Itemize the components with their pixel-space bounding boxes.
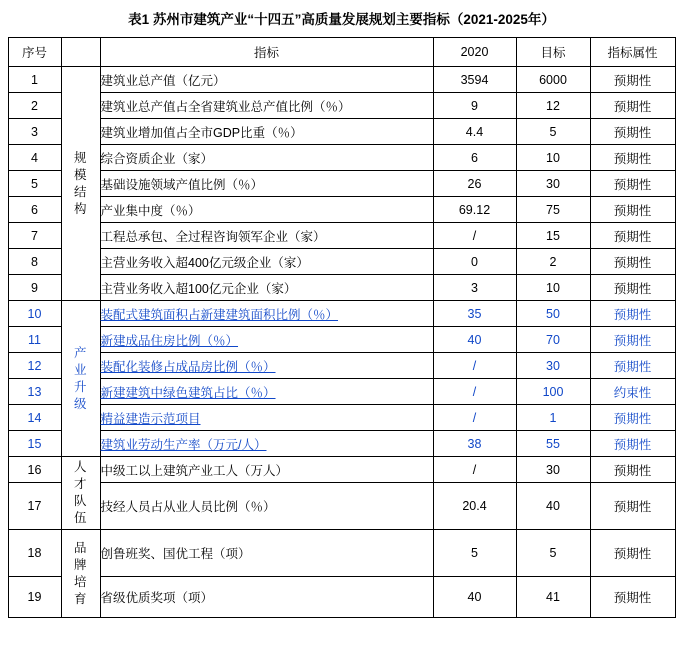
table-row — [8, 119, 675, 145]
table-row — [8, 530, 675, 577]
cell-attribute: 预期性 — [590, 93, 675, 119]
cell-2020: 6 — [433, 145, 516, 171]
header-target: 目标 — [516, 38, 590, 67]
table-row — [8, 457, 675, 483]
cell-target: 30 — [516, 457, 590, 483]
table-body — [8, 67, 675, 618]
table-row — [8, 301, 675, 327]
table-row — [8, 405, 675, 431]
group-char: 结 — [73, 184, 87, 199]
cell-seq: 19 — [8, 577, 61, 618]
cell-seq: 14 — [8, 405, 61, 431]
cell-attribute: 预期性 — [590, 119, 675, 145]
table-row — [8, 327, 675, 353]
cell-target: 12 — [516, 93, 590, 119]
cell-attribute: 预期性 — [590, 405, 675, 431]
cell-target: 40 — [516, 483, 590, 530]
cell-2020: 0 — [433, 249, 516, 275]
cell-2020: 69.12 — [433, 197, 516, 223]
group-char: 业 — [73, 362, 87, 377]
table-row — [8, 223, 675, 249]
cell-indicator: 建筑业总产值占全省建筑业总产值比例（％） — [100, 93, 433, 119]
cell-2020: 20.4 — [433, 483, 516, 530]
cell-seq: 9 — [8, 275, 61, 301]
cell-indicator: 技经人员占从业人员比例（％） — [100, 483, 433, 530]
cell-target: 70 — [516, 327, 590, 353]
page-title: 表1 苏州市建筑产业“十四五”高质量发展规划主要指标（2021-2025年） — [128, 12, 555, 27]
cell-indicator: 新建成品住房比例（％） — [100, 327, 433, 353]
cell-2020: / — [433, 457, 516, 483]
group-label-scale — [61, 67, 100, 301]
cell-indicator: 装配化装修占成品房比例（％） — [100, 353, 433, 379]
cell-attribute: 预期性 — [590, 327, 675, 353]
header-2020: 2020 — [433, 38, 516, 67]
group-char: 升 — [73, 379, 87, 394]
group-char: 才 — [73, 477, 87, 491]
cell-attribute: 预期性 — [590, 275, 675, 301]
cell-seq: 3 — [8, 119, 61, 145]
cell-indicator: 新建建筑中绿色建筑占比（％） — [100, 379, 433, 405]
cell-seq: 7 — [8, 223, 61, 249]
table-row — [8, 431, 675, 457]
cell-attribute: 预期性 — [590, 530, 675, 577]
cell-2020: 38 — [433, 431, 516, 457]
group-char: 规 — [73, 150, 87, 165]
cell-indicator: 主营业务收入超100亿元企业（家） — [100, 275, 433, 301]
group-char: 人 — [73, 460, 87, 474]
cell-seq: 4 — [8, 145, 61, 171]
cell-2020: 35 — [433, 301, 516, 327]
cell-indicator: 创鲁班奖、国优工程（项） — [100, 530, 433, 577]
group-char: 品 — [73, 540, 87, 555]
cell-target: 1 — [516, 405, 590, 431]
group-char: 构 — [73, 201, 87, 216]
cell-seq: 8 — [8, 249, 61, 275]
cell-2020: / — [433, 405, 516, 431]
cell-2020: 4.4 — [433, 119, 516, 145]
cell-target: 2 — [516, 249, 590, 275]
cell-indicator: 中级工以上建筑产业工人（万人） — [100, 457, 433, 483]
indicators-table — [8, 37, 676, 618]
cell-seq: 12 — [8, 353, 61, 379]
header-attribute: 指标属性 — [590, 38, 675, 67]
cell-attribute: 预期性 — [590, 67, 675, 93]
table-row — [8, 379, 675, 405]
cell-attribute: 预期性 — [590, 301, 675, 327]
cell-target: 50 — [516, 301, 590, 327]
cell-attribute: 预期性 — [590, 249, 675, 275]
table-header — [8, 38, 675, 67]
cell-2020: / — [433, 223, 516, 249]
cell-target: 5 — [516, 119, 590, 145]
cell-indicator: 综合资质企业（家） — [100, 145, 433, 171]
group-label-brand — [61, 530, 100, 618]
table-row — [8, 577, 675, 618]
cell-seq: 6 — [8, 197, 61, 223]
cell-target: 75 — [516, 197, 590, 223]
group-char: 产 — [73, 345, 87, 360]
cell-seq: 18 — [8, 530, 61, 577]
cell-attribute: 预期性 — [590, 145, 675, 171]
cell-attribute: 预期性 — [590, 457, 675, 483]
cell-seq: 17 — [8, 483, 61, 530]
cell-attribute: 预期性 — [590, 353, 675, 379]
table-row — [8, 93, 675, 119]
cell-indicator: 主营业务收入超400亿元级企业（家） — [100, 249, 433, 275]
cell-target: 100 — [516, 379, 590, 405]
cell-target: 15 — [516, 223, 590, 249]
cell-target: 10 — [516, 145, 590, 171]
table-row — [8, 353, 675, 379]
cell-attribute: 预期性 — [590, 197, 675, 223]
group-char: 模 — [73, 167, 87, 182]
header-group-spacer — [61, 38, 100, 67]
cell-target: 5 — [516, 530, 590, 577]
group-char: 培 — [73, 574, 87, 589]
cell-indicator: 基础设施领域产值比例（％） — [100, 171, 433, 197]
group-char: 伍 — [73, 511, 87, 525]
cell-attribute: 预期性 — [590, 577, 675, 618]
cell-seq: 16 — [8, 457, 61, 483]
cell-attribute: 预期性 — [590, 483, 675, 530]
cell-target: 55 — [516, 431, 590, 457]
table-row — [8, 249, 675, 275]
header-seq: 序号 — [8, 38, 61, 67]
cell-2020: 26 — [433, 171, 516, 197]
cell-target: 6000 — [516, 67, 590, 93]
header-indicator: 指标 — [100, 38, 433, 67]
group-char: 队 — [73, 494, 87, 508]
cell-2020: 3 — [433, 275, 516, 301]
table-row — [8, 145, 675, 171]
cell-seq: 1 — [8, 67, 61, 93]
cell-indicator: 建筑业增加值占全市GDP比重（％） — [100, 119, 433, 145]
cell-seq: 5 — [8, 171, 61, 197]
cell-2020: 40 — [433, 327, 516, 353]
cell-attribute: 预期性 — [590, 431, 675, 457]
cell-2020: 5 — [433, 530, 516, 577]
cell-attribute: 约束性 — [590, 379, 675, 405]
cell-seq: 13 — [8, 379, 61, 405]
table-header-row — [8, 38, 675, 67]
cell-target: 30 — [516, 171, 590, 197]
table-row — [8, 171, 675, 197]
group-char: 育 — [73, 591, 87, 606]
cell-target: 41 — [516, 577, 590, 618]
table-row — [8, 483, 675, 530]
cell-indicator: 工程总承包、全过程咨询领军企业（家） — [100, 223, 433, 249]
cell-indicator: 建筑业总产值（亿元） — [100, 67, 433, 93]
group-char: 牌 — [73, 557, 87, 572]
cell-2020: 40 — [433, 577, 516, 618]
table-row — [8, 197, 675, 223]
group-label-upgrade — [61, 301, 100, 457]
cell-indicator: 建筑业劳动生产率（万元/人） — [100, 431, 433, 457]
cell-attribute: 预期性 — [590, 223, 675, 249]
cell-attribute: 预期性 — [590, 171, 675, 197]
cell-indicator: 省级优质奖项（项） — [100, 577, 433, 618]
cell-seq: 2 — [8, 93, 61, 119]
cell-seq: 15 — [8, 431, 61, 457]
cell-indicator: 产业集中度（％） — [100, 197, 433, 223]
cell-target: 30 — [516, 353, 590, 379]
cell-2020: / — [433, 379, 516, 405]
cell-2020: / — [433, 353, 516, 379]
table-row — [8, 275, 675, 301]
cell-target: 10 — [516, 275, 590, 301]
cell-seq: 11 — [8, 327, 61, 353]
cell-seq: 10 — [8, 301, 61, 327]
group-label-talent — [61, 457, 100, 530]
cell-2020: 3594 — [433, 67, 516, 93]
cell-2020: 9 — [433, 93, 516, 119]
cell-indicator: 精益建造示范项目 — [100, 405, 433, 431]
table-row — [8, 67, 675, 93]
cell-indicator: 装配式建筑面积占新建建筑面积比例（％） — [100, 301, 433, 327]
group-char: 级 — [73, 396, 87, 411]
